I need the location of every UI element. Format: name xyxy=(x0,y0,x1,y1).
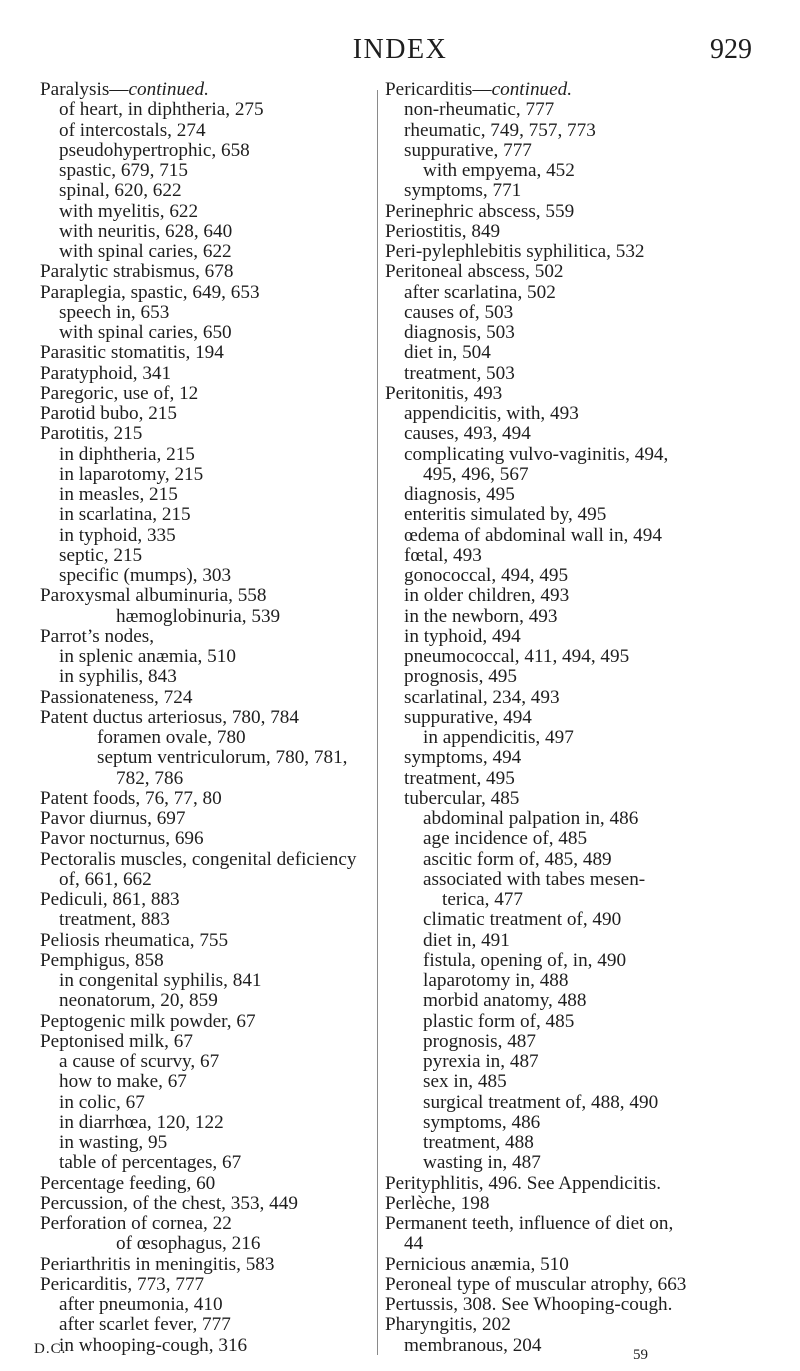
index-entry: surgical treatment of, 488, 490 xyxy=(423,1091,659,1113)
index-entry: of heart, in diphtheria, 275 xyxy=(59,99,264,121)
signature-number: 59 xyxy=(633,1347,648,1363)
index-entry: spinal, 620, 622 xyxy=(59,180,182,202)
index-entry: causes, 493, 494 xyxy=(404,423,531,445)
signature-mark: D.C. xyxy=(34,1341,67,1357)
index-entry: fœtal, 493 xyxy=(404,544,482,566)
index-entry: Periostitis, 849 xyxy=(385,220,501,242)
index-entry: diet in, 504 xyxy=(404,342,491,364)
index-entry: Percussion, of the chest, 353, 449 xyxy=(40,1192,298,1214)
index-entry: Patent ductus arteriosus, 780, 784 xyxy=(40,706,299,728)
index-entry: in diphtheria, 215 xyxy=(59,443,195,465)
index-entry: Perforation of cornea, 22 xyxy=(40,1213,232,1234)
index-entry: œdema of abdominal wall in, 494 xyxy=(404,524,662,546)
index-entry: treatment, 488 xyxy=(423,1132,534,1153)
index-entry: in diarrhœa, 120, 122 xyxy=(59,1111,224,1133)
index-entry: of intercostals, 274 xyxy=(59,119,206,141)
index-entry: in the newborn, 493 xyxy=(404,605,558,627)
index-entry: Pertussis, 308. See Whooping-cough. xyxy=(385,1294,673,1315)
index-entry: terica, 477 xyxy=(442,889,523,910)
index-entry: Perinephric abscess, 559 xyxy=(385,200,575,222)
index-entry: specific (mumps), 303 xyxy=(59,565,232,586)
index-entry: Pavor diurnus, 697 xyxy=(40,808,186,829)
index-entry: Peritoneal abscess, 502 xyxy=(385,261,564,283)
index-entry: table of percentages, 67 xyxy=(59,1152,242,1174)
index-entry: how to make, 67 xyxy=(59,1071,187,1093)
index-entry: ascitic form of, 485, 489 xyxy=(423,848,612,870)
index-entry: Paroxysmal albuminuria, 558 xyxy=(40,585,267,607)
index-entry: after scarlatina, 502 xyxy=(404,281,556,303)
index-entry: prognosis, 495 xyxy=(404,666,517,688)
index-entry: Pemphigus, 858 xyxy=(40,949,164,971)
index-entry: wasting in, 487 xyxy=(423,1152,541,1174)
index-entry: 44 xyxy=(404,1233,424,1255)
index-entry: Pernicious anæmia, 510 xyxy=(385,1253,569,1275)
index-entry: in syphilis, 843 xyxy=(59,666,177,688)
index-entry: Pavor nocturnus, 696 xyxy=(40,828,204,850)
index-entry: 495, 496, 567 xyxy=(423,463,529,485)
index-entry: Paraplegia, spastic, 649, 653 xyxy=(40,281,260,303)
index-entry: in whooping-cough, 316 xyxy=(59,1334,248,1356)
index-entry: treatment, 503 xyxy=(404,362,515,384)
index-entry: in splenic anæmia, 510 xyxy=(59,646,236,667)
index-entry: Perityphlitis, 496. See Appendicitis. xyxy=(385,1172,662,1194)
index-entry: with spinal caries, 622 xyxy=(59,241,232,262)
page-number: 929 xyxy=(710,34,752,65)
index-entry: in typhoid, 494 xyxy=(404,625,521,647)
column-divider xyxy=(377,90,378,1355)
index-entry: Pharyngitis, 202 xyxy=(385,1314,511,1336)
index-entry: septic, 215 xyxy=(59,544,143,566)
index-entry: laparotomy in, 488 xyxy=(423,970,569,991)
index-entry: Parrot’s nodes, xyxy=(40,625,155,647)
index-entry: Paregoric, use of, 12 xyxy=(40,382,199,404)
index-entry: Pericarditis—continued. xyxy=(385,79,573,100)
index-entry: Peptonised milk, 67 xyxy=(40,1030,193,1052)
index-entry: rheumatic, 749, 757, 773 xyxy=(404,119,596,141)
index-entry: Parotitis, 215 xyxy=(40,423,143,445)
index-entry: non-rheumatic, 777 xyxy=(404,99,555,121)
index-entry: climatic treatment of, 490 xyxy=(423,909,622,931)
index-entry: symptoms, 486 xyxy=(423,1111,541,1133)
index-entry: appendicitis, with, 493 xyxy=(404,403,579,424)
index-entry: a cause of scurvy, 67 xyxy=(59,1051,220,1072)
index-entry: treatment, 495 xyxy=(404,767,515,789)
index-entry: pyrexia in, 487 xyxy=(423,1051,539,1072)
index-entry: of, 661, 662 xyxy=(59,868,152,890)
index-entry: in wasting, 95 xyxy=(59,1132,168,1153)
index-entry: in older children, 493 xyxy=(404,585,570,607)
index-entry: with neuritis, 628, 640 xyxy=(59,220,233,242)
index-entry: abdominal palpation in, 486 xyxy=(423,808,639,829)
index-entry: scarlatinal, 234, 493 xyxy=(404,686,560,708)
index-entry: tubercular, 485 xyxy=(404,787,520,809)
index-entry: Patent foods, 76, 77, 80 xyxy=(40,787,222,809)
index-entry: neonatorum, 20, 859 xyxy=(59,990,218,1012)
index-entry: symptoms, 494 xyxy=(404,747,522,769)
index-entry: Permanent teeth, influence of diet on, xyxy=(385,1213,674,1234)
index-entry: septum ventriculorum, 780, 781, xyxy=(97,747,348,769)
index-entry: causes of, 503 xyxy=(404,301,514,323)
index-entry: Paralysis—continued. xyxy=(40,79,209,100)
index-entry: symptoms, 771 xyxy=(404,180,522,202)
index-entry: Parotid bubo, 215 xyxy=(40,403,177,424)
index-entry: pneumococcal, 411, 494, 495 xyxy=(404,646,630,667)
index-entry: plastic form of, 485 xyxy=(423,1010,575,1032)
index-entry: enteritis simulated by, 495 xyxy=(404,504,607,526)
index-entry: foramen ovale, 780 xyxy=(97,727,246,748)
index-entry: in congenital syphilis, 841 xyxy=(59,970,262,991)
index-entry: Parasitic stomatitis, 194 xyxy=(40,342,224,364)
index-entry: in appendicitis, 497 xyxy=(423,727,574,748)
index-entry: Paratyphoid, 341 xyxy=(40,362,172,384)
index-entry: in scarlatina, 215 xyxy=(59,504,191,526)
index-entry: Paralytic strabismus, 678 xyxy=(40,261,234,283)
index-entry: Pediculi, 861, 883 xyxy=(40,889,180,910)
index-entry: pseudohypertrophic, 658 xyxy=(59,139,250,161)
page-header-title: INDEX xyxy=(352,34,448,65)
index-entry: speech in, 653 xyxy=(59,301,170,323)
index-entry: Perlèche, 198 xyxy=(385,1192,490,1214)
index-entry: prognosis, 487 xyxy=(423,1030,536,1052)
index-entry: treatment, 883 xyxy=(59,909,170,931)
index-entry: 782, 786 xyxy=(116,767,184,789)
index-entry: in colic, 67 xyxy=(59,1091,145,1113)
index-entry: complicating vulvo-vaginitis, 494, xyxy=(404,443,669,465)
index-entry: gonococcal, 494, 495 xyxy=(404,565,569,586)
index-entry: suppurative, 777 xyxy=(404,139,532,161)
index-entry: in laparotomy, 215 xyxy=(59,463,204,485)
index-entry: with myelitis, 622 xyxy=(59,200,199,222)
index-column-left xyxy=(40,80,390,1356)
index-entry: diet in, 491 xyxy=(423,929,510,951)
index-entry: Peri-pylephlebitis syphilitica, 532 xyxy=(385,241,645,262)
index-entry: after pneumonia, 410 xyxy=(59,1294,223,1315)
index-entry: Periarthritis in meningitis, 583 xyxy=(40,1253,275,1275)
index-entry: Peroneal type of muscular atrophy, 663 xyxy=(385,1273,687,1295)
index-entry: diagnosis, 503 xyxy=(404,322,515,343)
index-entry: of œsophagus, 216 xyxy=(116,1233,261,1255)
index-entry: membranous, 204 xyxy=(404,1334,542,1356)
index-entry: with spinal caries, 650 xyxy=(59,322,232,343)
index-entry: Passionateness, 724 xyxy=(40,686,193,708)
index-entry: Pericarditis, 773, 777 xyxy=(40,1273,205,1295)
index-column-right xyxy=(385,80,775,1356)
index-entry: hæmoglobinuria, 539 xyxy=(116,605,281,627)
index-entry: fistula, opening of, in, 490 xyxy=(423,949,627,971)
index-entry: after scarlet fever, 777 xyxy=(59,1314,231,1336)
index-entry: associated with tabes mesen- xyxy=(423,868,646,890)
index-entry: Pectoralis muscles, congenital deficiency xyxy=(40,848,357,870)
index-entry: suppurative, 494 xyxy=(404,706,532,728)
index-entry: morbid anatomy, 488 xyxy=(423,990,587,1012)
index-entry: with empyema, 452 xyxy=(423,160,575,181)
index-entry: in measles, 215 xyxy=(59,484,178,505)
index-entry: Peptogenic milk powder, 67 xyxy=(40,1010,256,1032)
index-entry: diagnosis, 495 xyxy=(404,484,515,505)
index-entry: spastic, 679, 715 xyxy=(59,160,188,181)
index-entry: Peliosis rheumatica, 755 xyxy=(40,929,229,951)
index-entry: in typhoid, 335 xyxy=(59,524,176,546)
index-entry: sex in, 485 xyxy=(423,1071,507,1093)
index-entry: Peritonitis, 493 xyxy=(385,382,503,404)
index-entry: age incidence of, 485 xyxy=(423,828,588,850)
index-entry: Percentage feeding, 60 xyxy=(40,1172,216,1194)
